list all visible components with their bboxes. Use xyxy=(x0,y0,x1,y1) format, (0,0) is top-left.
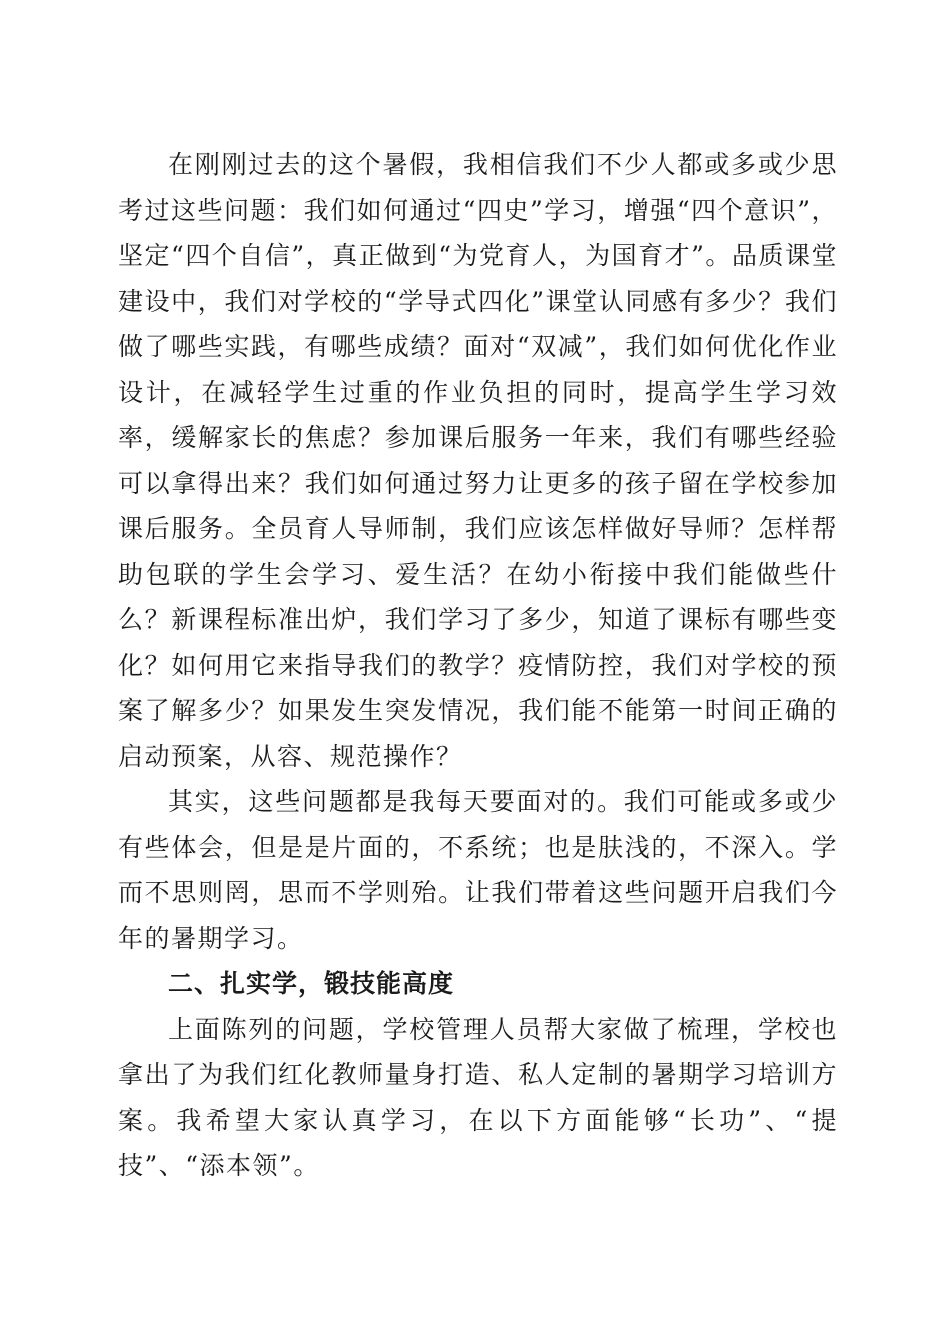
section-heading-2: 二、扎实学，锻技能高度 xyxy=(168,969,455,998)
paragraph-training-plan: 上面陈列的问题，学校管理人员帮大家做了梳理，学校也拿出了为我们红化教师量身打造、私人定制的暑期学习培训方案。我希望大家认真学习，在以下方面能够“长功”、“提技”、“添本领”。 xyxy=(118,1014,838,1180)
document-body xyxy=(118,142,838,1189)
paragraph-learning-motivation: 其实，这些问题都是我每天要面对的。我们可能或多或少有些体会，但是是片面的，不系统；也是肤浅的，不深入。学而不思则罔，思而不学则殆。让我们带着这些问题开启我们今年的暑期学习。 xyxy=(118,787,838,953)
paragraph-reflection-questions: 在刚刚过去的这个暑假，我相信我们不少人都或多或少思考过这些问题：我们如何通过“四史”学习，增强“四个意识”，坚定“四个自信”，真正做到“为党育人，为国育才”。品质课堂建设中，我们对学校的“学导式四化”课堂认同感有多少？我们做了哪些实践，有哪些成绩？面对“双减”，我们如何优化作业设计，在减轻学生过重的作业负担的同时，提高学生学习效率，缓解家长的焦虑？参加课后服务一年来，我们有哪些经验可以拿得出来？我们如何通过努力让更多的孩子留在学校参加课后服务。全员育人导师制，我们应该怎样做好导师？怎样帮助包联的学生会学习、爱生活？在幼小衔接中我们能做些什么？新课程标准出炉，我们学习了多少，知道了课标有哪些变化？如何用它来指导我们的教学？疫情防控，我们对学校的预案了解多少？如果发生突发情况，我们能不能第一时间正确的启动预案，从容、规范操作？ xyxy=(118,150,838,771)
